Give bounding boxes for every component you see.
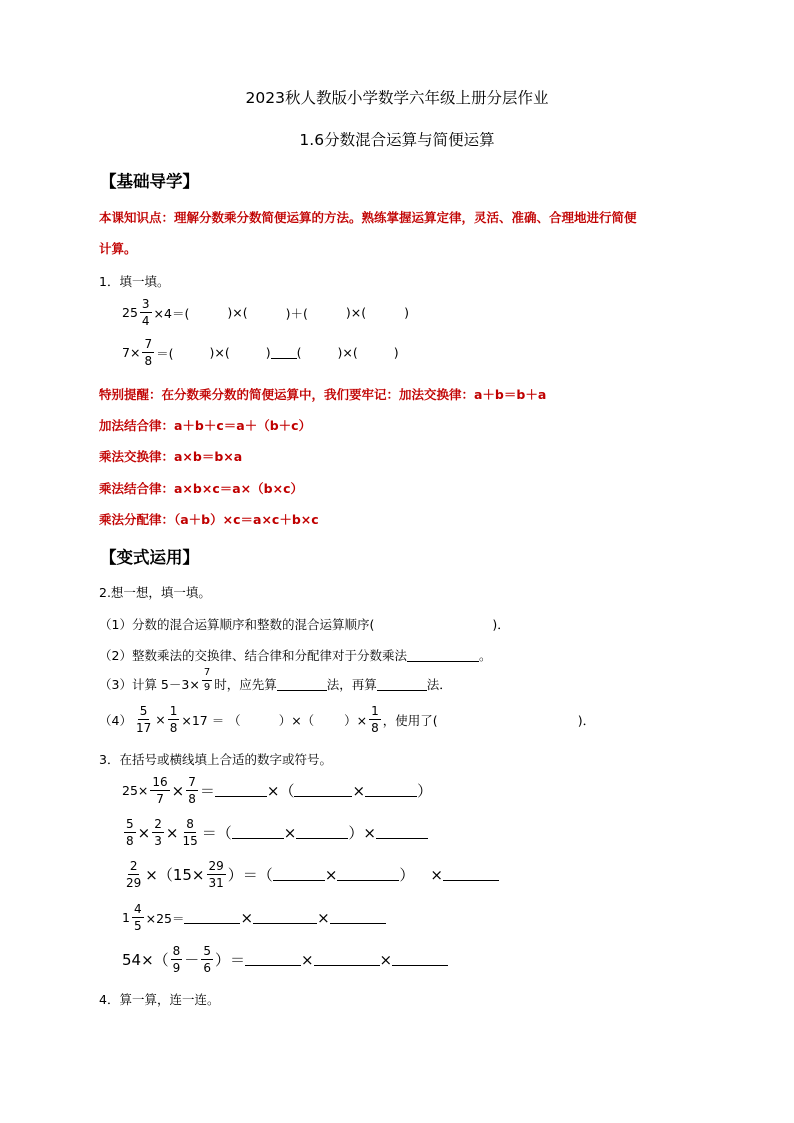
expr-text: ）＝（ [227, 866, 273, 884]
question-text: （4） [99, 712, 132, 728]
question-3-label: 3．在括号或横线填上合适的数字或符号。 [99, 752, 332, 767]
denominator: 9 [203, 681, 211, 693]
question-3-row-5 [122, 945, 448, 974]
special-tip: 特别提醒：在分数乘分数的简便运算中，我们要牢记：加法交换律：a＋b＝b＋a [99, 387, 547, 402]
denominator: 5 [133, 919, 142, 933]
answer-blank[interactable] [330, 911, 386, 924]
knowledge-point-line1: 本课知识点：理解分数乘分数简便运算的方法。熟练掌握运算定律，灵活、准确、合理地进行简便 [99, 210, 637, 225]
numerator: 2 [129, 859, 138, 873]
expr-text: ）× [344, 712, 368, 728]
expr-text: ＝( [156, 345, 174, 361]
expr-text: ＝ [199, 782, 215, 800]
denominator: 8 [169, 721, 178, 735]
answer-blank[interactable] [253, 911, 317, 924]
expr-text: ） [399, 866, 415, 884]
fraction [369, 705, 381, 734]
answer-blank[interactable] [232, 826, 284, 839]
expr-text: ＝（ [201, 824, 232, 842]
fraction [201, 945, 213, 974]
fraction [124, 860, 143, 889]
answer-blank[interactable] [215, 784, 267, 797]
expr-text: × [317, 908, 330, 927]
operator-blank[interactable] [271, 346, 297, 359]
expr-text: ) [265, 345, 271, 360]
denominator: 7 [156, 792, 164, 806]
law-multiplication-associative: 乘法结合律：a×b×c＝a×（b×c） [99, 481, 303, 496]
question-2-3 [99, 666, 452, 693]
expr-text: × [324, 865, 338, 884]
expr-text: ）× [348, 824, 376, 842]
fraction [140, 298, 152, 327]
answer-blank[interactable] [277, 678, 327, 691]
expr-text: )×( [345, 305, 367, 320]
question-3-row-4 [122, 903, 386, 932]
law-multiplication-commutative: 乘法交换律：a×b＝b×a [99, 449, 243, 464]
expr-text: × [155, 712, 166, 727]
question-text: )． [492, 617, 510, 632]
question-1-row-2 [122, 338, 399, 367]
answer-blank[interactable] [443, 868, 499, 881]
expr-text: ×4＝( [153, 305, 190, 321]
law-distributive: 乘法分配律：（a＋b）×c＝a×c＋b×c [99, 512, 319, 527]
mixed-whole: 1 [122, 910, 130, 925]
answer-blank[interactable] [337, 868, 399, 881]
fraction [150, 776, 169, 805]
answer-blank[interactable] [294, 784, 352, 797]
question-text: （3）计算 5－3× [99, 677, 200, 692]
mixed-whole: 25 [122, 305, 138, 320]
numerator: 7 [202, 668, 212, 681]
denominator: 8 [188, 792, 196, 806]
expr-text: ×25＝ [145, 910, 185, 926]
question-text: （1）分数的混合运算顺序和整数的混合运算顺序( [99, 617, 375, 632]
denominator: 3 [154, 834, 162, 848]
question-text: 时，应先算 [214, 677, 277, 692]
expr-text: )×( [209, 345, 230, 360]
expr-text: × [165, 823, 179, 842]
expr-text: × [352, 781, 366, 800]
fraction [171, 945, 183, 974]
expr-text: )． [577, 712, 596, 728]
answer-blank[interactable] [376, 826, 428, 839]
question-text: 。 [478, 648, 492, 663]
question-1-row-1 [122, 298, 409, 327]
numerator: 4 [133, 902, 142, 916]
numerator: 2 [154, 817, 162, 831]
expr-text: ）＝ [214, 951, 245, 969]
denominator: 17 [135, 721, 152, 735]
question-2-4 [99, 705, 595, 734]
denominator: 15 [182, 834, 198, 848]
numerator: 3 [141, 297, 150, 311]
section-heading-basic: 【基础导学】 [100, 172, 199, 191]
fraction [132, 903, 144, 932]
denominator: 8 [371, 721, 379, 735]
fraction [142, 338, 154, 367]
expr-text: ×（15× [145, 866, 205, 884]
expr-text: ) [404, 305, 409, 320]
numerator: 1 [169, 704, 178, 718]
fraction [180, 818, 199, 847]
expr-text: 54×（ [122, 951, 169, 969]
question-2-label: 2.想一想，填一填。 [99, 585, 211, 600]
question-2-2 [99, 646, 491, 664]
denominator: 31 [208, 876, 224, 890]
expr-text: )×( [227, 305, 248, 320]
expr-text: － [184, 951, 200, 969]
expr-text: ) [393, 345, 399, 360]
numerator: 1 [371, 704, 379, 718]
question-1-label: 1．填一填。 [99, 274, 170, 289]
expr-text: )＋( [285, 305, 308, 321]
question-text: （2）整数乘法的交换律、结合律和分配律对于分数乘法 [99, 648, 407, 663]
question-4-label: 4．算一算，连一连。 [99, 992, 220, 1007]
answer-blank[interactable] [296, 826, 348, 839]
denominator: 8 [126, 834, 134, 848]
answer-blank[interactable] [365, 784, 417, 797]
expr-text: × [171, 781, 185, 800]
numerator: 5 [139, 704, 148, 718]
fraction [202, 668, 212, 693]
answer-blank[interactable] [377, 678, 427, 691]
question-3-row-2 [122, 818, 428, 847]
denominator: 6 [203, 961, 211, 975]
expr-text: ×（ [266, 782, 295, 800]
law-addition-associative: 加法结合律：a＋b＋c＝a＋（b＋c） [99, 418, 312, 433]
expr-text: × [430, 865, 443, 884]
question-3-row-1 [122, 776, 432, 805]
fraction [186, 776, 198, 805]
fraction [152, 818, 164, 847]
numerator: 5 [203, 944, 211, 958]
question-text: 法． [426, 677, 452, 692]
numerator: 8 [186, 817, 194, 831]
numerator: 7 [144, 337, 153, 351]
answer-blank[interactable] [245, 953, 301, 966]
knowledge-point-line2: 计算。 [99, 241, 137, 256]
answer-blank[interactable] [314, 953, 380, 966]
question-text: 法，再算 [326, 677, 377, 692]
denominator: 4 [141, 314, 150, 328]
expr-text: × [379, 950, 393, 969]
expr-text: ( [296, 345, 302, 360]
fraction [134, 705, 153, 734]
expr-text: )×( [337, 345, 358, 360]
denominator: 29 [126, 876, 142, 890]
fraction [124, 818, 136, 847]
document-title: 2023秋人教版小学数学六年级上册分层作业 [245, 89, 549, 107]
numerator: 8 [172, 944, 181, 958]
expr-text: 7× [122, 345, 141, 360]
expr-text: ×17 ＝ （ [181, 712, 241, 728]
expr-text: × [240, 908, 254, 927]
expr-text: 25× [122, 783, 149, 798]
expr-text: ）×（ [278, 712, 315, 728]
expr-text: ） [417, 782, 433, 800]
expr-text: ，使用了( [382, 712, 438, 728]
answer-blank[interactable] [392, 953, 448, 966]
answer-blank[interactable] [407, 649, 479, 662]
numerator: 5 [126, 817, 134, 831]
question-3-row-3 [122, 860, 499, 889]
question-2-1 [99, 615, 510, 633]
section-heading-variant: 【变式运用】 [100, 548, 199, 567]
fraction [168, 705, 180, 734]
fraction [207, 860, 226, 889]
answer-blank[interactable] [184, 911, 240, 924]
numerator: 29 [208, 859, 224, 873]
numerator: 7 [188, 775, 196, 789]
document-subtitle: 1.6分数混合运算与简便运算 [299, 131, 495, 149]
expr-text: × [283, 823, 297, 842]
expr-text: × [300, 950, 314, 969]
answer-blank[interactable] [273, 868, 325, 881]
denominator: 9 [172, 961, 181, 975]
denominator: 8 [144, 354, 153, 368]
numerator: 16 [152, 775, 168, 789]
expr-text: × [137, 823, 151, 842]
